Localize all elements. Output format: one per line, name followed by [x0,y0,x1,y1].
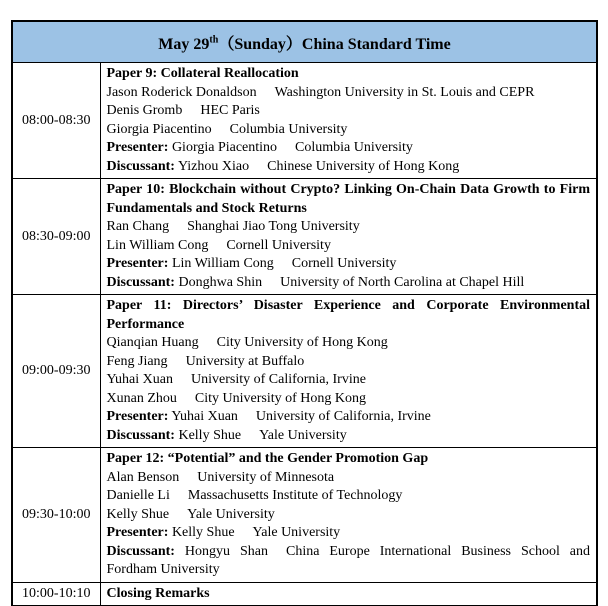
author-line [107,121,591,140]
person-name: Hongyu Shan [184,543,268,559]
person-affiliation: Shanghai Jiao Tong University [187,219,360,234]
person-affiliation: University of Minnesota [197,469,335,485]
discussant-line-label: Discussant: [106,158,175,174]
person-affiliation: University of California, Irvine [191,372,366,387]
session-time: 10:00-10:10 [12,582,100,606]
person-name: Danielle Li [106,488,170,503]
paper-title: Paper 12: “Potential” and the Gender Promotion Gap [106,451,429,466]
person-name: Alan Benson [106,469,180,485]
person-name: Qianqian Huang [106,335,199,350]
person-name: Kelly Shue [106,506,170,522]
presenter-line-label: Presenter: [106,140,169,155]
person-affiliation: Yale University [259,427,347,443]
person-name: Denis Gromb [106,103,183,118]
person-affiliation: HEC Paris [200,103,260,118]
author-line [107,353,591,372]
header-title-suffix: （Sunday）China Standard Time [218,35,451,53]
presenter-line-label: Presenter: [106,525,169,540]
session-content [100,63,597,179]
person-affiliation: Columbia University [229,121,348,137]
presenter-line-label: Presenter: [106,256,169,271]
person-name: Kelly Shue [171,525,235,540]
person-affiliation: Massachusetts Institute of Technology [187,488,403,503]
schedule-body [12,63,597,606]
table-header [12,21,597,63]
author-line [107,84,591,103]
schedule-table [11,20,598,606]
person-affiliation: City University of Hong Kong [194,390,366,406]
session-row [12,295,597,448]
person-name: Feng Jiang [106,353,168,369]
author-line [107,390,591,409]
person-affiliation: Cornell University [291,256,397,271]
session-content [100,179,597,295]
header-row [12,21,597,63]
person-name: Donghwa Shin [178,274,263,290]
presenter-line [107,524,591,543]
session-content [100,448,597,583]
discussant-line [107,158,591,177]
paper-title: Paper 9: Collateral Reallocation [106,66,299,81]
author-line [107,469,591,488]
discussant-line-label: Discussant: [106,543,175,559]
person-name: Lin William Cong [106,237,209,253]
author-line [107,487,591,506]
person-affiliation: Cornell University [226,237,331,253]
person-name: Jason Roderick Donaldson [106,84,257,100]
session-row [12,63,597,179]
person-affiliation: Washington University in St. Louis and CEPR [274,84,535,100]
discussant-line [107,427,591,446]
author-line [107,218,591,237]
person-affiliation: Yale University [252,525,341,540]
session-time: 08:30-09:00 [12,179,100,295]
person-affiliation: University at Buffalo [185,353,305,369]
author-line [107,102,591,121]
discussant-line [107,543,591,580]
session-row [12,448,597,583]
header-title-superscript: th [209,34,219,46]
session-row [12,582,597,606]
session-time: 08:00-08:30 [12,63,100,179]
person-affiliation: China Europe International Business School and Fordham University [106,543,590,577]
discussant-line [107,274,591,293]
session-content [100,295,597,448]
presenter-line-label: Presenter: [106,409,169,424]
person-name: Giorgia Piacentino [106,121,212,137]
person-affiliation: Chinese University of Hong Kong [267,158,460,174]
person-name: Giorgia Piacentino [171,140,278,155]
discussant-line-label: Discussant: [106,427,175,443]
session-time: 09:00-09:30 [12,295,100,448]
person-affiliation: Yale University [187,506,275,522]
session-time: 09:30-10:00 [12,448,100,583]
paper-title: Paper 11: Directors’ Disaster Experience and Corporate Environmental Performance [106,298,590,332]
person-name: Ran Chang [106,219,170,234]
author-line [107,237,591,256]
person-affiliation: University of North Carolina at Chapel Hill [280,274,525,290]
person-affiliation: City University of Hong Kong [216,335,388,350]
person-name: Lin William Cong [171,256,274,271]
person-name: Yuhai Xuan [106,372,173,387]
person-name: Kelly Shue [178,427,242,443]
author-line [107,334,591,353]
discussant-line-label: Discussant: [106,274,175,290]
session-content [100,582,597,606]
author-line [107,371,591,390]
paper-title: Closing Remarks [106,585,210,601]
person-name: Yizhou Xiao [177,158,250,174]
session-row [12,179,597,295]
presenter-line [107,255,591,274]
presenter-line [107,408,591,427]
person-affiliation: Columbia University [295,140,413,155]
person-name: Xunan Zhou [106,390,177,406]
header-title-prefix: May 29 [158,35,210,53]
person-affiliation: University of California, Irvine [255,409,431,424]
person-name: Yuhai Xuan [171,409,238,424]
author-line [107,506,591,525]
paper-title: Paper 10: Blockchain without Crypto? Linking On-Chain Data Growth to Firm Fundamentals and Stock Returns [106,182,590,216]
presenter-line [107,139,591,158]
